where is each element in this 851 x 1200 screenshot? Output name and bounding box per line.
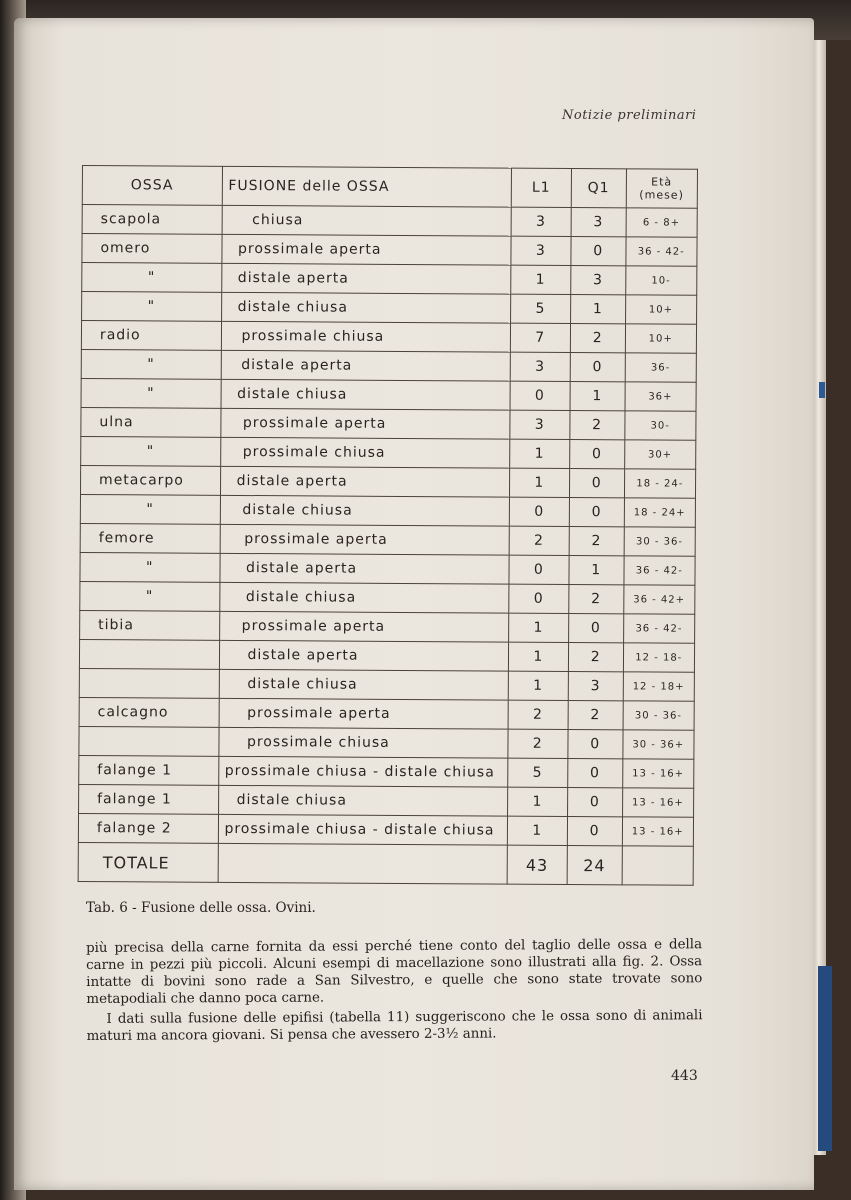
table-row bbox=[82, 292, 697, 325]
cell-l1: 3 bbox=[511, 207, 571, 236]
cell-bone: " bbox=[82, 292, 222, 322]
cell-age: 18 - 24- bbox=[624, 469, 696, 498]
cell-bone: falange 2 bbox=[78, 813, 218, 843]
cell-bone: radio bbox=[81, 321, 221, 351]
total-age-empty bbox=[622, 846, 694, 885]
cell-age: 36 - 42- bbox=[623, 614, 695, 643]
cell-q1: 1 bbox=[570, 381, 625, 410]
cell-bone: calcagno bbox=[79, 697, 219, 727]
cell-fusion: prossimale aperta bbox=[219, 611, 508, 642]
cell-bone: tibia bbox=[80, 610, 220, 640]
cell-q1: 0 bbox=[570, 439, 625, 468]
cell-l1: 0 bbox=[510, 381, 570, 410]
cell-bone: falange 1 bbox=[79, 784, 219, 814]
cell-l1: 0 bbox=[509, 497, 569, 526]
cell-bone: " bbox=[81, 436, 221, 466]
cell-age: 30+ bbox=[624, 440, 696, 469]
cell-l1: 3 bbox=[511, 236, 571, 265]
table-caption: Tab. 6 - Fusione delle ossa. Ovini. bbox=[86, 900, 316, 916]
paragraph-2: I dati sulla fusione delle epifisi (tabella 11) suggeriscono che le ossa sono di animali maturi ma ancora giovani. Si pensa che avessero 2-3½ anni. bbox=[86, 1008, 703, 1044]
cell-l1: 0 bbox=[509, 584, 569, 613]
cell-l1: 1 bbox=[511, 265, 571, 294]
cell-l1: 3 bbox=[510, 352, 570, 381]
cell-age: 36- bbox=[625, 353, 697, 382]
cell-l1: 2 bbox=[508, 700, 568, 729]
cell-age: 12 - 18+ bbox=[623, 672, 695, 701]
cell-q1: 3 bbox=[568, 671, 623, 700]
total-l1: 43 bbox=[507, 845, 567, 884]
cell-fusion: prossimale aperta bbox=[221, 234, 510, 265]
cell-q1: 0 bbox=[568, 613, 623, 642]
header-ossa: OSSA bbox=[82, 166, 222, 206]
cell-fusion: chiusa bbox=[222, 205, 511, 236]
cell-fusion: distale chiusa bbox=[221, 379, 510, 410]
cell-q1: 0 bbox=[570, 352, 625, 381]
cell-q1: 2 bbox=[569, 526, 624, 555]
cell-l1: 0 bbox=[509, 555, 569, 584]
cell-l1: 1 bbox=[508, 613, 568, 642]
cell-fusion: prossimale aperta bbox=[219, 698, 508, 729]
table-row bbox=[80, 610, 695, 643]
table-row bbox=[79, 726, 694, 759]
cell-fusion: prossimale aperta bbox=[220, 408, 509, 439]
cell-bone: " bbox=[80, 552, 220, 582]
table-row bbox=[80, 465, 695, 498]
cell-q1: 0 bbox=[567, 816, 622, 845]
cell-bone bbox=[79, 668, 219, 698]
table-row bbox=[78, 813, 693, 846]
cell-age: 10- bbox=[625, 266, 697, 295]
cell-fusion: distale chiusa bbox=[221, 292, 510, 323]
cell-age: 13 - 16+ bbox=[622, 788, 694, 817]
table-row bbox=[81, 349, 696, 382]
cell-q1: 2 bbox=[569, 584, 624, 613]
cell-fusion: distale chiusa bbox=[220, 495, 509, 526]
cell-l1: 1 bbox=[509, 468, 569, 497]
cell-age: 36 - 42+ bbox=[623, 585, 695, 614]
cell-q1: 2 bbox=[568, 642, 623, 671]
cell-age: 30 - 36- bbox=[623, 701, 695, 730]
table-row bbox=[79, 668, 694, 701]
cell-q1: 0 bbox=[569, 468, 624, 497]
cell-fusion: prossimale chiusa - distale chiusa bbox=[218, 814, 507, 845]
cell-l1: 3 bbox=[510, 410, 570, 439]
cell-q1: 1 bbox=[570, 294, 625, 323]
cell-age: 6 - 8+ bbox=[626, 208, 698, 237]
cell-bone: ulna bbox=[81, 407, 221, 437]
table-row bbox=[82, 205, 697, 238]
table-row bbox=[79, 639, 694, 672]
cell-age: 10+ bbox=[625, 295, 697, 324]
cell-q1: 2 bbox=[570, 410, 625, 439]
fusion-table bbox=[78, 165, 698, 886]
cell-bone: metacarpo bbox=[80, 465, 220, 495]
table-row bbox=[80, 494, 695, 527]
cell-l1: 2 bbox=[508, 729, 568, 758]
running-head: Notizie preliminari bbox=[562, 108, 697, 123]
header-fusione: FUSIONE delle OSSA bbox=[222, 166, 511, 207]
cell-fusion: prossimale chiusa bbox=[221, 321, 510, 352]
header-eta: Età (mese) bbox=[626, 169, 698, 208]
cell-fusion: distale aperta bbox=[220, 466, 509, 497]
table-row bbox=[82, 234, 697, 267]
cell-bone: falange 1 bbox=[79, 755, 219, 785]
cover-blue-band bbox=[818, 966, 832, 1151]
cell-l1: 1 bbox=[507, 787, 567, 816]
cell-age: 12 - 18- bbox=[623, 643, 695, 672]
cell-l1: 7 bbox=[510, 323, 570, 352]
cell-bone: scapola bbox=[82, 205, 222, 235]
cell-fusion: distale aperta bbox=[221, 263, 510, 294]
table-row bbox=[81, 407, 696, 440]
cell-l1: 5 bbox=[510, 294, 570, 323]
table-row bbox=[79, 755, 694, 788]
table-row bbox=[81, 321, 696, 354]
cell-age: 30 - 36- bbox=[624, 527, 696, 556]
table-row bbox=[80, 581, 695, 614]
table-row bbox=[80, 552, 695, 585]
cell-bone: " bbox=[81, 378, 221, 408]
total-empty bbox=[218, 843, 507, 884]
cell-bone: " bbox=[82, 263, 222, 293]
table-row bbox=[80, 523, 695, 556]
cell-bone: " bbox=[80, 581, 220, 611]
cell-l1: 1 bbox=[509, 439, 569, 468]
cell-age: 10+ bbox=[625, 324, 697, 353]
table-total-row bbox=[78, 842, 693, 885]
cell-bone: femore bbox=[80, 523, 220, 553]
cell-bone: omero bbox=[82, 234, 222, 264]
total-q1: 24 bbox=[567, 845, 622, 884]
cell-age: 13 - 16+ bbox=[622, 759, 694, 788]
cell-l1: 5 bbox=[507, 758, 567, 787]
cell-fusion: distale chiusa bbox=[218, 785, 507, 816]
body-text bbox=[86, 936, 703, 1045]
cover-blue-mark bbox=[819, 382, 825, 398]
cell-age: 36 - 42- bbox=[625, 237, 697, 266]
cell-fusion: distale chiusa bbox=[219, 582, 508, 613]
cell-bone bbox=[79, 726, 219, 756]
cell-l1: 2 bbox=[509, 526, 569, 555]
table-row bbox=[81, 436, 696, 469]
cell-fusion: prossimale aperta bbox=[220, 524, 509, 555]
cell-q1: 3 bbox=[571, 265, 626, 294]
cell-q1: 0 bbox=[569, 497, 624, 526]
cell-age: 36+ bbox=[625, 382, 697, 411]
cell-fusion: distale aperta bbox=[219, 640, 508, 671]
cell-age: 30 - 36+ bbox=[622, 730, 694, 759]
cell-fusion: prossimale chiusa bbox=[218, 727, 507, 758]
header-l1: L1 bbox=[511, 168, 571, 207]
cell-l1: 1 bbox=[508, 642, 568, 671]
total-label: TOTALE bbox=[78, 842, 218, 882]
cell-bone: " bbox=[81, 349, 221, 379]
cell-fusion: distale aperta bbox=[221, 350, 510, 381]
cell-q1: 2 bbox=[568, 700, 623, 729]
cell-age: 13 - 16+ bbox=[622, 817, 694, 846]
cell-fusion: prossimale chiusa bbox=[220, 437, 509, 468]
page-number: 443 bbox=[671, 1068, 698, 1084]
cell-bone bbox=[79, 639, 219, 669]
cell-q1: 0 bbox=[567, 787, 622, 816]
cell-fusion: distale chiusa bbox=[219, 669, 508, 700]
cell-q1: 2 bbox=[570, 323, 625, 352]
cell-fusion: distale aperta bbox=[219, 553, 508, 584]
cell-fusion: prossimale chiusa - distale chiusa bbox=[218, 756, 507, 787]
cell-l1: 1 bbox=[507, 816, 567, 845]
table-row bbox=[79, 697, 694, 730]
table-row bbox=[81, 378, 696, 411]
table-header-row bbox=[82, 166, 697, 209]
cell-q1: 0 bbox=[568, 758, 623, 787]
cell-l1: 1 bbox=[508, 671, 568, 700]
table-row bbox=[82, 263, 697, 296]
cell-q1: 1 bbox=[569, 555, 624, 584]
cell-bone: " bbox=[80, 494, 220, 524]
cell-age: 30- bbox=[624, 411, 696, 440]
cell-age: 18 - 24+ bbox=[624, 498, 696, 527]
cell-q1: 0 bbox=[568, 729, 623, 758]
cell-q1: 3 bbox=[571, 207, 626, 236]
table-row bbox=[79, 784, 694, 817]
cell-q1: 0 bbox=[571, 236, 626, 265]
cell-age: 36 - 42- bbox=[624, 556, 696, 585]
header-q1: Q1 bbox=[571, 168, 626, 207]
paragraph-1: più precisa della carne fornita da essi perché tiene conto del taglio delle ossa e della carne in pezzi più piccoli. Alcuni esempi di macellazione sono illustrati alla fig. 2. Ossa intatte di bovini sono rade a San Silvestro, e quelle che sono state trovate sono metapodiali che danno poca carne. bbox=[86, 937, 703, 1007]
